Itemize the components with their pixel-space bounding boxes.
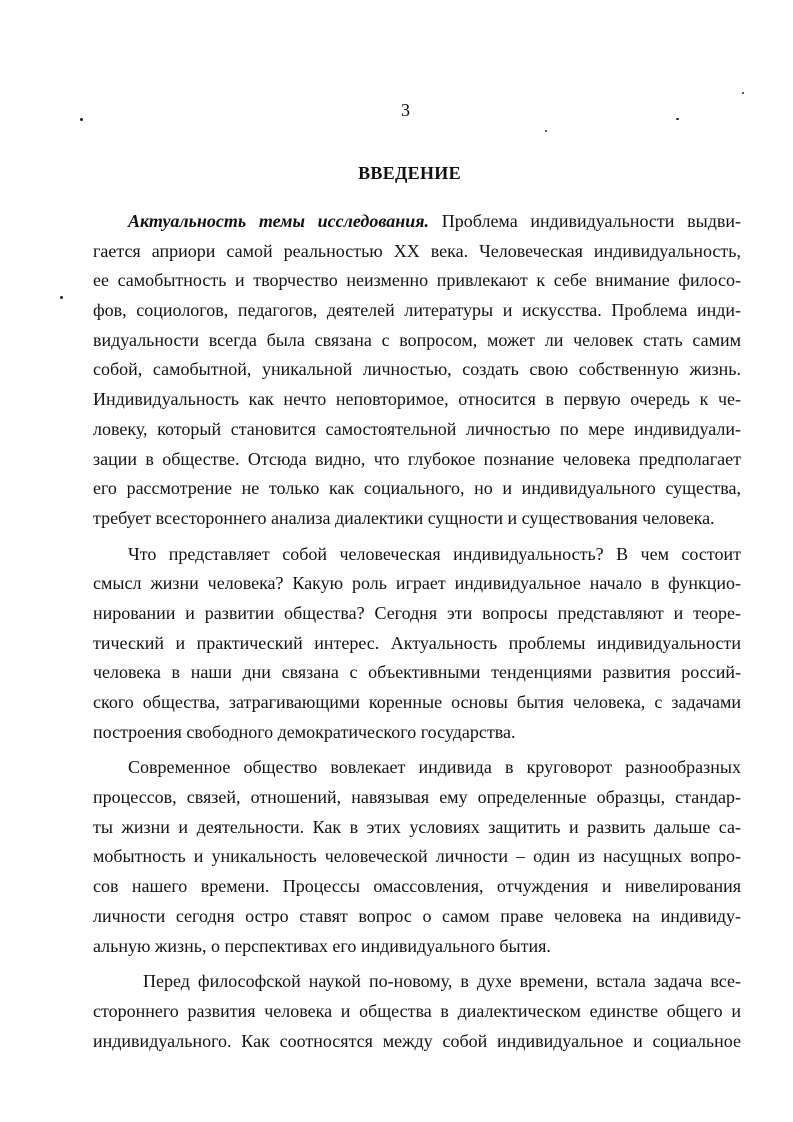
text-line: фов, социологов, педагогов, деятелей литературы и искусства. Проблема инди- [93,300,741,321]
text-line: требует всестороннего анализа диалектики сущности и существования человека. [93,507,715,528]
text-line: мобытность и уникальность человеческой личности – один из насущных вопро- [93,846,741,867]
text-line: Индивидуальность как нечто неповторимое, относится в первую очередь к че- [93,389,741,410]
text-line: Современное общество вовлекает индивида в круговорот разнообразных [128,757,741,778]
paragraph-3 [93,753,741,961]
text-segment: Проблема индивидуальности выдви- [429,211,741,231]
scan-speck [742,92,744,94]
text-line: нировании и развитии общества? Сегодня эти вопросы представляют и теоре- [93,602,741,623]
scan-speck [545,130,547,132]
scan-speck [60,296,63,299]
text-line: стороннего развития человека и общества в диалектическом единстве общего и [93,1000,741,1021]
text-line: индивидуального. Как соотносятся между собой индивидуальное и социальное [93,1030,741,1051]
text-line: зации в обществе. Отсюда видно, что глубокое познание человека предполагает [93,448,741,469]
text-line: ского общества, затрагивающими коренные основы бытия человека, с задачами [93,692,741,712]
text-line: видуальности всегда была связана с вопросом, может ли человек стать самим [93,329,741,350]
text-line: ты жизни и деятельности. Как в этих условиях защитить и развить дальше са- [93,816,741,837]
text-line: ее самобытность и творчество неизменно привлекают к себе внимание филосо- [93,270,741,291]
text-line: ловеку, который становится самостоятельной личностью по мере индивидуали- [93,418,741,439]
text-line: тический и практический интерес. Актуальность проблемы индивидуальности [93,632,741,653]
text-line [93,207,741,237]
section-heading: ВВЕДЕНИЕ [358,163,461,183]
text-line: Перед философской наукой по-новому, в духе времени, встала задача все- [143,971,741,992]
text-line: альную жизнь, о перспективах его индивидуального бытия. [93,935,551,956]
page-number: 3 [401,100,410,120]
text-line: его рассмотрение не только как социального, но и индивидуального существа, [93,478,741,499]
document-body [93,207,741,1056]
text-line: личности сегодня остро ставят вопрос о самом праве человека на индивиду- [93,905,741,926]
text-line: сов нашего времени. Процессы омассовления, отчуждения и нивелирования [93,876,741,897]
paragraph-4 [93,967,741,1056]
text-line: гается априори самой реальностью XX века. Человеческая индивидуальность, [93,240,741,261]
paragraph-2 [93,540,741,748]
text-line: собой, самобытной, уникальной личностью, создать свою собственную жизнь. [93,359,741,380]
text-line: человека в наши дни связана с объективными тенденциями развития россий- [93,662,741,683]
text-line: смысл жизни человека? Какую роль играет индивидуальное начало в функцио- [93,573,741,594]
lead-phrase: Актуальность темы исследования. [128,211,430,231]
scan-speck [676,118,679,120]
text-line: Что представляет собой человеческая индивидуальность? В чем состоит [128,543,741,564]
text-line: построения свободного демократического государства. [93,721,516,742]
scan-speck [80,118,83,121]
text-line: процессов, связей, отношений, навязывая ему определенные образцы, стандар- [93,787,741,808]
paragraph-1 [93,207,741,534]
